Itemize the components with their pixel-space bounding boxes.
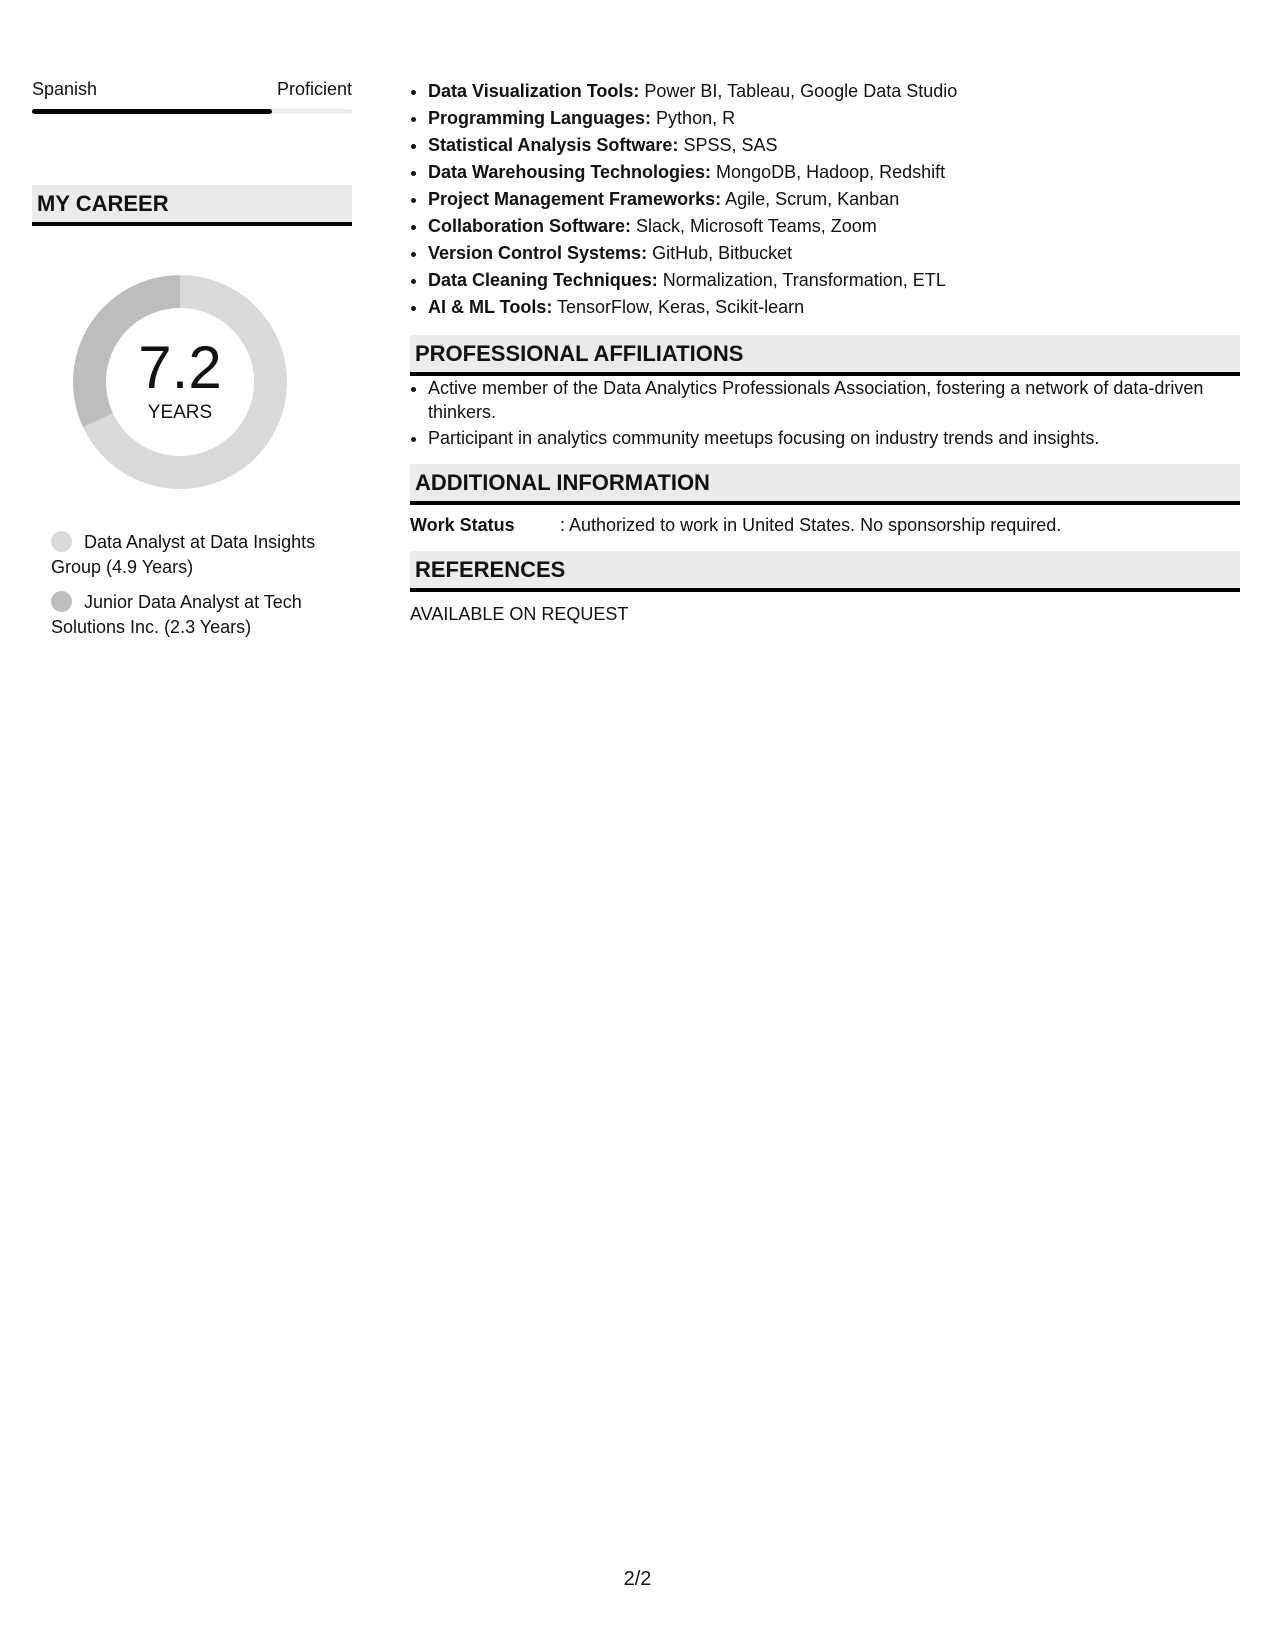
career-legend-item: [51, 590, 352, 640]
skills-list: [410, 78, 1240, 321]
page-number: 2/2: [623, 1568, 652, 1590]
skill-value: SPSS, SAS: [683, 135, 778, 155]
affiliation-item: • Active member of the Data Analytics Professionals Association, fostering a network of data-driven thinkers.: [428, 376, 1240, 424]
skill-label: Collaboration Software:: [428, 216, 632, 236]
skill-value: Power BI, Tableau, Google Data Studio: [644, 81, 958, 101]
affiliations-list: [410, 376, 1240, 450]
language-proficiency-fill: [32, 109, 272, 114]
references-text: AVAILABLE ON REQUEST: [410, 604, 629, 624]
career-total-unit: YEARS: [147, 402, 213, 423]
skill-value: Slack, Microsoft Teams, Zoom: [636, 216, 877, 236]
career-legend-item: [51, 530, 352, 580]
career-donut-chart: [66, 268, 294, 496]
skill-item: [428, 132, 1240, 159]
career-legend-dot-1: [51, 531, 72, 552]
skill-label: Data Cleaning Techniques:: [428, 270, 658, 290]
skill-item: [428, 294, 1240, 321]
skill-label: Version Control Systems:: [428, 243, 648, 263]
skill-label: Project Management Frameworks:: [428, 189, 722, 209]
language-proficiency-bar: [32, 109, 352, 114]
skill-label: AI & ML Tools:: [428, 297, 553, 317]
career-legend-dot-2: [51, 591, 72, 612]
language-row: [32, 78, 352, 100]
affiliation-item: • Participant in analytics community meetups focusing on industry trends and insights.: [428, 426, 1240, 450]
skill-value: TensorFlow, Keras, Scikit-learn: [557, 297, 805, 317]
skill-value: Python, R: [656, 108, 736, 128]
additional-info-heading: ADDITIONAL INFORMATION: [410, 464, 1240, 505]
language-name: Spanish: [32, 79, 98, 99]
skill-label: Statistical Analysis Software:: [428, 135, 679, 155]
skill-item: [428, 186, 1240, 213]
skill-label: Data Visualization Tools:: [428, 81, 640, 101]
skill-label: Programming Languages:: [428, 108, 652, 128]
sidebar: [32, 78, 352, 650]
skill-item: [428, 78, 1240, 105]
skill-value: GitHub, Bitbucket: [652, 243, 793, 263]
skill-item: [428, 159, 1240, 186]
skill-label: Data Warehousing Technologies:: [428, 162, 712, 182]
skill-item: [428, 240, 1240, 267]
career-role-label: Data Analyst at Data Insights Group (4.9 Years): [51, 532, 316, 577]
skill-value: Normalization, Transformation, ETL: [662, 270, 946, 290]
work-status-label: Work Status: [410, 515, 515, 535]
career-role-label: Junior Data Analyst at Tech Solutions Inc. (2.3 Years): [51, 592, 302, 637]
skill-value: Agile, Scrum, Kanban: [725, 189, 900, 209]
career-heading: MY CAREER: [32, 185, 352, 226]
main-content: [410, 78, 1240, 626]
skill-item: [428, 105, 1240, 132]
work-status-row: [410, 513, 1240, 537]
skill-value: MongoDB, Hadoop, Redshift: [716, 162, 946, 182]
skill-item: [428, 213, 1240, 240]
career-total-value: 7.2: [138, 334, 222, 401]
affiliations-heading: PROFESSIONAL AFFILIATIONS: [410, 335, 1240, 376]
skill-item: [428, 267, 1240, 294]
career-total: [66, 268, 294, 496]
language-level: Proficient: [276, 79, 352, 99]
career-legend: [51, 530, 352, 640]
work-status-value: : Authorized to work in United States. No sponsorship required.: [560, 515, 1062, 535]
references-heading: REFERENCES: [410, 551, 1240, 592]
